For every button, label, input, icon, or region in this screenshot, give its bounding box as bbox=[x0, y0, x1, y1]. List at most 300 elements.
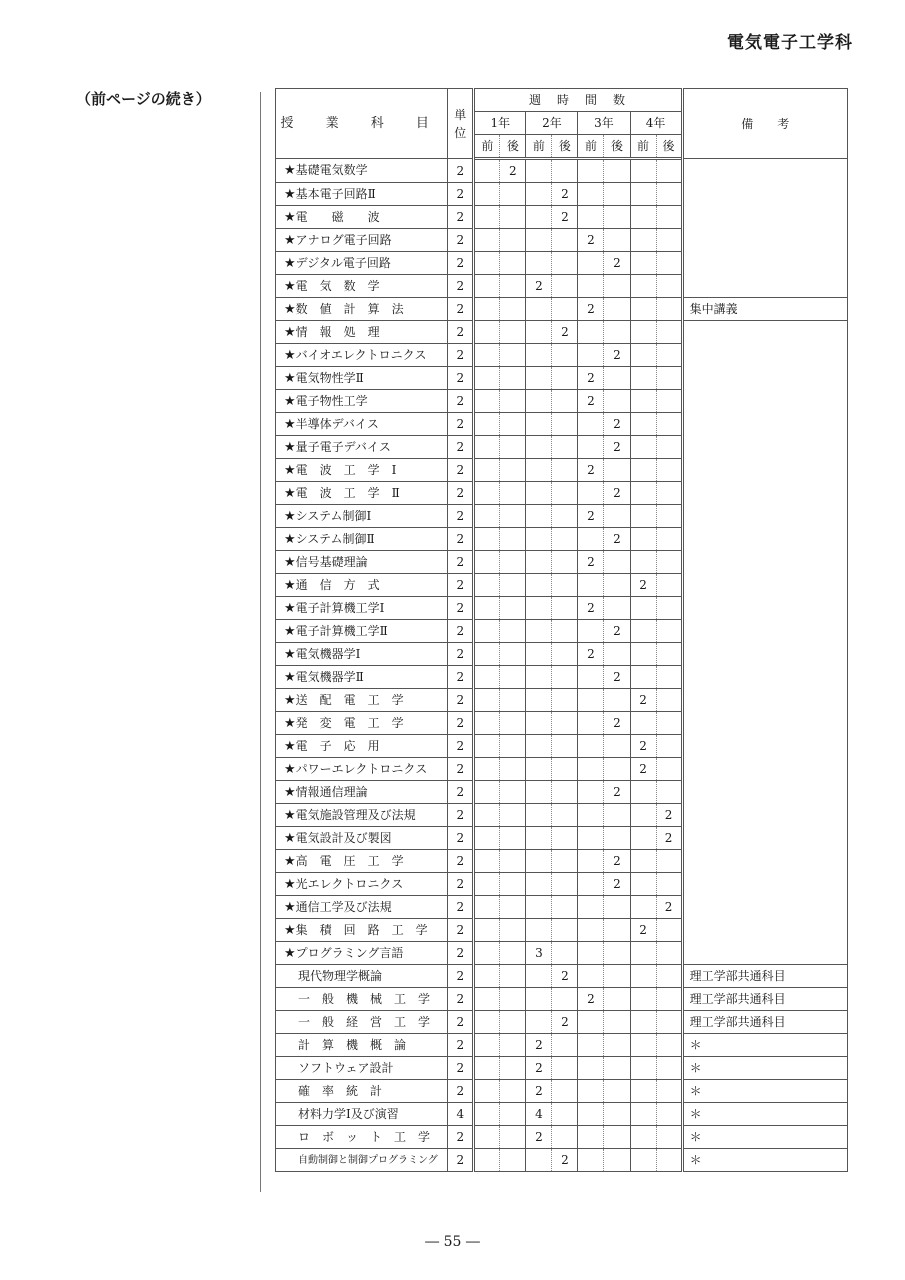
units-cell: 2 bbox=[448, 505, 474, 528]
hours-cell bbox=[656, 919, 682, 942]
hours-cell bbox=[656, 1149, 682, 1172]
hours-cell bbox=[526, 735, 552, 758]
hours-cell bbox=[474, 666, 500, 689]
remarks-cell bbox=[682, 159, 847, 183]
table-header bbox=[276, 89, 848, 159]
units-cell: 2 bbox=[448, 321, 474, 344]
hours-cell bbox=[474, 643, 500, 666]
hours-cell: 2 bbox=[552, 321, 578, 344]
required-star-mark: ★ bbox=[284, 370, 296, 386]
table-row bbox=[276, 574, 848, 597]
subject-name: 通信工学及び法規 bbox=[295, 899, 392, 914]
remarks-cell bbox=[682, 436, 847, 459]
table-row bbox=[276, 344, 848, 367]
subject-name: 半導体デバイス bbox=[295, 416, 379, 431]
hours-cell bbox=[474, 804, 500, 827]
hours-cell bbox=[552, 712, 578, 735]
remarks-cell: ＊ bbox=[682, 1034, 847, 1057]
subject-name: 確 率 統 計 bbox=[298, 1083, 383, 1098]
subject-name: 基本電子回路Ⅱ bbox=[295, 186, 376, 201]
units-cell: 2 bbox=[448, 482, 474, 505]
hours-cell bbox=[526, 413, 552, 436]
hours-cell bbox=[474, 321, 500, 344]
subject-cell bbox=[276, 758, 448, 781]
hours-cell bbox=[500, 689, 526, 712]
remarks-cell bbox=[682, 275, 847, 298]
hours-cell bbox=[474, 873, 500, 896]
hours-cell bbox=[526, 298, 552, 321]
subject-cell bbox=[276, 1011, 448, 1034]
hours-cell bbox=[656, 505, 682, 528]
hours-cell bbox=[500, 758, 526, 781]
remarks-cell bbox=[682, 505, 847, 528]
hours-cell bbox=[656, 413, 682, 436]
hours-cell bbox=[630, 643, 656, 666]
hours-cell bbox=[630, 298, 656, 321]
table-row bbox=[276, 183, 848, 206]
hours-cell bbox=[500, 459, 526, 482]
table-row bbox=[276, 551, 848, 574]
units-cell: 2 bbox=[448, 252, 474, 275]
units-cell: 2 bbox=[448, 413, 474, 436]
subject-cell bbox=[276, 344, 448, 367]
units-cell: 2 bbox=[448, 551, 474, 574]
hours-cell bbox=[552, 159, 578, 183]
table-row bbox=[276, 505, 848, 528]
subject-cell bbox=[276, 712, 448, 735]
subject-name: 現代物理学概論 bbox=[298, 968, 383, 983]
table-row bbox=[276, 390, 848, 413]
required-star-mark: ★ bbox=[284, 278, 296, 294]
hours-cell bbox=[552, 367, 578, 390]
remarks-cell bbox=[682, 827, 847, 850]
subject-cell bbox=[276, 436, 448, 459]
subject-cell bbox=[276, 229, 448, 252]
remarks-cell bbox=[682, 712, 847, 735]
hours-cell bbox=[630, 896, 656, 919]
hours-cell: 2 bbox=[526, 1126, 552, 1149]
table-row bbox=[276, 1011, 848, 1034]
subject-cell bbox=[276, 528, 448, 551]
hours-cell bbox=[526, 712, 552, 735]
units-cell: 2 bbox=[448, 1057, 474, 1080]
subject-name: 一 般 経 営 工 学 bbox=[298, 1014, 431, 1029]
hours-cell bbox=[630, 252, 656, 275]
subject-cell bbox=[276, 183, 448, 206]
subject-cell bbox=[276, 551, 448, 574]
hours-cell: 2 bbox=[604, 436, 630, 459]
hours-cell bbox=[630, 712, 656, 735]
hours-cell bbox=[604, 1103, 630, 1126]
hours-cell bbox=[474, 919, 500, 942]
hours-cell: 2 bbox=[630, 689, 656, 712]
hours-cell bbox=[526, 505, 552, 528]
table-row bbox=[276, 298, 848, 321]
hours-cell bbox=[578, 159, 604, 183]
hours-cell bbox=[630, 528, 656, 551]
units-cell: 2 bbox=[448, 229, 474, 252]
table-row bbox=[276, 758, 848, 781]
hours-cell bbox=[604, 1080, 630, 1103]
units-cell: 2 bbox=[448, 367, 474, 390]
hours-cell: 2 bbox=[604, 620, 630, 643]
subject-cell bbox=[276, 252, 448, 275]
hours-cell bbox=[500, 620, 526, 643]
subject-cell bbox=[276, 574, 448, 597]
subject-cell bbox=[276, 850, 448, 873]
hours-cell bbox=[500, 988, 526, 1011]
required-star-mark: ★ bbox=[284, 554, 296, 570]
hours-cell bbox=[500, 1103, 526, 1126]
hours-cell bbox=[500, 643, 526, 666]
hours-cell bbox=[656, 850, 682, 873]
hours-cell bbox=[578, 436, 604, 459]
hours-cell bbox=[656, 390, 682, 413]
hours-cell bbox=[500, 1149, 526, 1172]
hours-cell bbox=[474, 1011, 500, 1034]
subject-name: 発 変 電 工 学 bbox=[295, 715, 404, 730]
hours-cell bbox=[578, 482, 604, 505]
hours-cell bbox=[526, 827, 552, 850]
required-star-mark: ★ bbox=[284, 738, 296, 754]
required-star-mark: ★ bbox=[284, 439, 296, 455]
units-cell: 2 bbox=[448, 459, 474, 482]
hours-cell bbox=[578, 574, 604, 597]
subject-name: 信号基礎理論 bbox=[295, 554, 368, 569]
hours-cell bbox=[500, 1126, 526, 1149]
units-cell: 2 bbox=[448, 873, 474, 896]
subject-cell bbox=[276, 804, 448, 827]
hours-cell: 2 bbox=[604, 850, 630, 873]
units-cell: 2 bbox=[448, 988, 474, 1011]
hours-cell bbox=[630, 965, 656, 988]
subject-cell bbox=[276, 1034, 448, 1057]
subject-cell bbox=[276, 321, 448, 344]
hours-cell bbox=[578, 965, 604, 988]
hours-cell bbox=[656, 666, 682, 689]
subject-cell bbox=[276, 298, 448, 321]
hours-cell bbox=[526, 390, 552, 413]
hours-cell bbox=[630, 505, 656, 528]
hours-cell bbox=[474, 574, 500, 597]
units-cell: 2 bbox=[448, 919, 474, 942]
hours-cell bbox=[578, 1149, 604, 1172]
table-row bbox=[276, 206, 848, 229]
hours-cell bbox=[500, 390, 526, 413]
required-star-mark: ★ bbox=[284, 232, 296, 248]
hours-cell bbox=[500, 827, 526, 850]
hours-cell bbox=[630, 436, 656, 459]
remarks-cell bbox=[682, 919, 847, 942]
hours-cell: 2 bbox=[604, 528, 630, 551]
hours-cell bbox=[552, 597, 578, 620]
hours-cell bbox=[630, 804, 656, 827]
remarks-cell: ＊ bbox=[682, 1057, 847, 1080]
hours-cell bbox=[474, 1149, 500, 1172]
subject-cell bbox=[276, 965, 448, 988]
subject-cell bbox=[276, 643, 448, 666]
subject-name: 電気機器学Ⅰ bbox=[295, 646, 361, 661]
hours-cell: 2 bbox=[526, 1034, 552, 1057]
hours-cell bbox=[630, 344, 656, 367]
subject-cell bbox=[276, 505, 448, 528]
hours-cell bbox=[500, 367, 526, 390]
required-star-mark: ★ bbox=[284, 393, 296, 409]
hours-cell bbox=[474, 850, 500, 873]
hours-cell bbox=[578, 758, 604, 781]
remarks-cell bbox=[682, 873, 847, 896]
hours-cell bbox=[526, 781, 552, 804]
hours-cell bbox=[552, 436, 578, 459]
hours-cell bbox=[526, 689, 552, 712]
required-star-mark: ★ bbox=[284, 508, 296, 524]
hours-cell bbox=[630, 850, 656, 873]
header-year-3: 3年 bbox=[578, 112, 630, 135]
units-cell: 2 bbox=[448, 344, 474, 367]
subject-name: 高 電 圧 工 学 bbox=[295, 853, 404, 868]
hours-cell bbox=[526, 159, 552, 183]
remarks-cell bbox=[682, 597, 847, 620]
hours-cell bbox=[656, 275, 682, 298]
hours-cell bbox=[500, 965, 526, 988]
hours-cell bbox=[578, 919, 604, 942]
units-cell: 2 bbox=[448, 1080, 474, 1103]
hours-cell bbox=[552, 574, 578, 597]
hours-cell bbox=[578, 689, 604, 712]
hours-cell bbox=[500, 896, 526, 919]
hours-cell bbox=[526, 804, 552, 827]
units-cell: 2 bbox=[448, 735, 474, 758]
hours-cell bbox=[656, 1011, 682, 1034]
hours-cell bbox=[500, 1080, 526, 1103]
table-row bbox=[276, 735, 848, 758]
hours-cell: 2 bbox=[604, 666, 630, 689]
hours-cell bbox=[552, 505, 578, 528]
units-cell: 2 bbox=[448, 804, 474, 827]
hours-cell: 2 bbox=[578, 298, 604, 321]
hours-cell bbox=[552, 1080, 578, 1103]
hours-cell bbox=[630, 781, 656, 804]
hours-cell bbox=[552, 1034, 578, 1057]
subject-cell bbox=[276, 1080, 448, 1103]
hours-cell bbox=[578, 1034, 604, 1057]
required-star-mark: ★ bbox=[284, 255, 296, 271]
hours-cell bbox=[604, 597, 630, 620]
hours-cell bbox=[578, 1103, 604, 1126]
hours-cell bbox=[474, 298, 500, 321]
hours-cell bbox=[552, 528, 578, 551]
remarks-cell: ＊ bbox=[682, 1080, 847, 1103]
margin-rule bbox=[260, 92, 261, 1192]
table-row bbox=[276, 873, 848, 896]
hours-cell bbox=[656, 965, 682, 988]
table-row bbox=[276, 252, 848, 275]
hours-cell bbox=[474, 597, 500, 620]
hours-cell bbox=[656, 1103, 682, 1126]
hours-cell bbox=[500, 712, 526, 735]
remarks-cell: ＊ bbox=[682, 1103, 847, 1126]
remarks-cell bbox=[682, 551, 847, 574]
hours-cell bbox=[474, 413, 500, 436]
units-cell: 2 bbox=[448, 850, 474, 873]
hours-cell bbox=[656, 482, 682, 505]
hours-cell bbox=[552, 850, 578, 873]
table-row bbox=[276, 459, 848, 482]
hours-cell bbox=[604, 988, 630, 1011]
remarks-cell bbox=[682, 183, 847, 206]
hours-cell bbox=[474, 942, 500, 965]
table-row bbox=[276, 896, 848, 919]
hours-cell bbox=[526, 850, 552, 873]
remarks-cell bbox=[682, 390, 847, 413]
hours-cell: 2 bbox=[526, 275, 552, 298]
header-year-1: 1年 bbox=[474, 112, 526, 135]
units-cell: 2 bbox=[448, 275, 474, 298]
hours-cell bbox=[604, 827, 630, 850]
hours-cell bbox=[474, 159, 500, 183]
subject-cell bbox=[276, 827, 448, 850]
hours-cell bbox=[526, 758, 552, 781]
hours-cell bbox=[630, 1149, 656, 1172]
subject-cell bbox=[276, 206, 448, 229]
hours-cell bbox=[474, 965, 500, 988]
hours-cell bbox=[604, 459, 630, 482]
required-star-mark: ★ bbox=[284, 301, 296, 317]
remarks-cell bbox=[682, 735, 847, 758]
hours-cell bbox=[500, 574, 526, 597]
hours-cell bbox=[500, 1011, 526, 1034]
units-cell: 2 bbox=[448, 528, 474, 551]
hours-cell bbox=[604, 183, 630, 206]
hours-cell bbox=[604, 1034, 630, 1057]
hours-cell bbox=[656, 758, 682, 781]
hours-cell bbox=[500, 206, 526, 229]
subject-name: ロ ボ ッ ト 工 学 bbox=[298, 1129, 431, 1144]
remarks-cell bbox=[682, 643, 847, 666]
hours-cell bbox=[526, 988, 552, 1011]
required-star-mark: ★ bbox=[284, 209, 296, 225]
subject-cell bbox=[276, 919, 448, 942]
hours-cell: 2 bbox=[578, 229, 604, 252]
remarks-cell bbox=[682, 321, 847, 344]
hours-cell bbox=[630, 459, 656, 482]
hours-cell bbox=[604, 896, 630, 919]
units-cell: 2 bbox=[448, 896, 474, 919]
hours-cell bbox=[552, 344, 578, 367]
hours-cell bbox=[656, 367, 682, 390]
hours-cell: 2 bbox=[656, 896, 682, 919]
subject-cell bbox=[276, 367, 448, 390]
units-cell: 2 bbox=[448, 206, 474, 229]
hours-cell bbox=[474, 459, 500, 482]
units-cell: 2 bbox=[448, 620, 474, 643]
subject-name: 情報通信理論 bbox=[295, 784, 368, 799]
subject-name: 通 信 方 式 bbox=[295, 577, 380, 592]
hours-cell bbox=[500, 735, 526, 758]
hours-cell bbox=[630, 1080, 656, 1103]
hours-cell: 2 bbox=[604, 712, 630, 735]
remarks-cell: 理工学部共通科目 bbox=[682, 1011, 847, 1034]
subject-name: 電気機器学Ⅱ bbox=[295, 669, 364, 684]
hours-cell bbox=[552, 390, 578, 413]
hours-cell bbox=[604, 1149, 630, 1172]
hours-cell bbox=[500, 229, 526, 252]
subject-cell bbox=[276, 781, 448, 804]
hours-cell: 2 bbox=[526, 1080, 552, 1103]
hours-cell bbox=[604, 229, 630, 252]
hours-cell bbox=[578, 1080, 604, 1103]
hours-cell bbox=[474, 436, 500, 459]
hours-cell bbox=[552, 896, 578, 919]
hours-cell bbox=[474, 988, 500, 1011]
header-half-front: 前 bbox=[474, 135, 500, 159]
hours-cell bbox=[552, 804, 578, 827]
subject-name: デジタル電子回路 bbox=[295, 255, 391, 270]
hours-cell bbox=[604, 1126, 630, 1149]
hours-cell bbox=[500, 597, 526, 620]
hours-cell bbox=[552, 275, 578, 298]
remarks-cell bbox=[682, 850, 847, 873]
hours-cell bbox=[500, 344, 526, 367]
hours-cell: 4 bbox=[526, 1103, 552, 1126]
hours-cell bbox=[474, 781, 500, 804]
hours-cell bbox=[630, 988, 656, 1011]
hours-cell bbox=[604, 390, 630, 413]
table-row bbox=[276, 1034, 848, 1057]
table-row bbox=[276, 229, 848, 252]
hours-cell bbox=[656, 1034, 682, 1057]
table-row bbox=[276, 666, 848, 689]
hours-cell bbox=[552, 735, 578, 758]
hours-cell bbox=[578, 275, 604, 298]
table-row bbox=[276, 1057, 848, 1080]
remarks-cell: 理工学部共通科目 bbox=[682, 965, 847, 988]
units-cell: 2 bbox=[448, 965, 474, 988]
remarks-cell bbox=[682, 620, 847, 643]
hours-cell: 2 bbox=[578, 643, 604, 666]
hours-cell bbox=[578, 344, 604, 367]
units-cell: 2 bbox=[448, 159, 474, 183]
table-row bbox=[276, 275, 848, 298]
hours-cell bbox=[552, 942, 578, 965]
hours-cell bbox=[656, 252, 682, 275]
remarks-cell bbox=[682, 344, 847, 367]
hours-cell bbox=[474, 1034, 500, 1057]
hours-cell bbox=[578, 413, 604, 436]
subject-name: 基礎電気数学 bbox=[295, 163, 368, 177]
hours-cell bbox=[552, 1103, 578, 1126]
remarks-cell: ＊ bbox=[682, 1149, 847, 1172]
table-row bbox=[276, 850, 848, 873]
hours-cell bbox=[630, 827, 656, 850]
subject-name: 自動制御と制御プログラミング bbox=[298, 1154, 438, 1166]
required-star-mark: ★ bbox=[284, 416, 296, 432]
hours-cell: 2 bbox=[604, 873, 630, 896]
table-row bbox=[276, 965, 848, 988]
hours-cell bbox=[526, 183, 552, 206]
hours-cell bbox=[604, 367, 630, 390]
remarks-cell bbox=[682, 459, 847, 482]
hours-cell bbox=[526, 1011, 552, 1034]
hours-cell: 2 bbox=[500, 159, 526, 183]
hours-cell: 2 bbox=[578, 551, 604, 574]
remarks-cell bbox=[682, 758, 847, 781]
hours-cell bbox=[578, 873, 604, 896]
hours-cell bbox=[656, 528, 682, 551]
header-subject: 授 業 科 目 bbox=[276, 89, 448, 159]
hours-cell bbox=[604, 758, 630, 781]
hours-cell bbox=[656, 229, 682, 252]
